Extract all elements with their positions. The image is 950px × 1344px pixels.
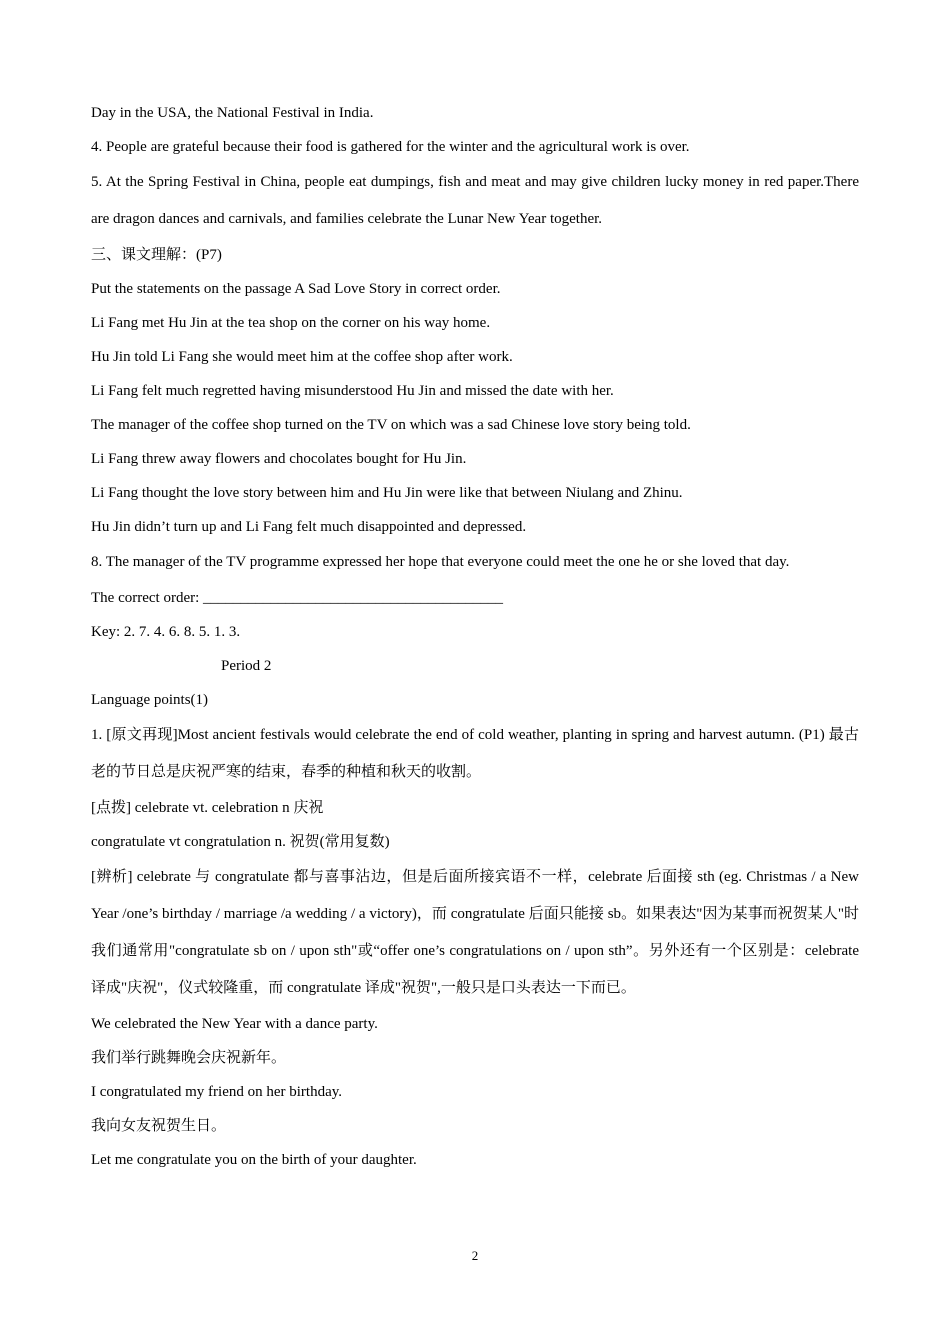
statement-8: 8. The manager of the TV programme expressed her hope that everyone could meet the one he or she loved that day. xyxy=(91,554,790,570)
statement-6: Li Fang thought the love story between him and Hu Jin were like that between Niulang and Zhinu. xyxy=(91,485,683,501)
tip-celebrate: [点拨] celebrate vt. celebration n 庆祝 xyxy=(91,800,324,816)
section-heading-3: 三、课文理解：(P7) xyxy=(91,247,222,263)
period-heading: Period 2 xyxy=(221,658,272,674)
example-2-zh: 我向女友祝贺生日。 xyxy=(91,1118,227,1134)
statement-5: Li Fang threw away flowers and chocolates bought for Hu Jin. xyxy=(91,451,467,467)
statement-4: The manager of the coffee shop turned on the TV on which was a sad Chinese love story being told. xyxy=(91,417,691,433)
text-line-1: Day in the USA, the National Festival in India. xyxy=(91,105,374,121)
correct-order-blank: The correct order: ________________________________________ xyxy=(91,590,504,606)
language-point-1: 1. [原文再现]Most ancient festivals would celebrate the end of cold weather, planting in spring and harvest autumn. (P1) 最古老的节日总是庆祝严寒的结束，春季的种植和秋天的收割。 xyxy=(91,727,859,780)
example-1-zh: 我们举行跳舞晚会庆祝新年。 xyxy=(91,1050,287,1066)
document-body xyxy=(91,96,859,1177)
answer-key: Key: 2. 7. 4. 6. 8. 5. 1. 3. xyxy=(91,624,241,640)
analysis-paragraph: [辨析] celebrate 与 congratulate 都与喜事沾边，但是后面所接宾语不一样，celebrate 后面接 sth (eg. Christmas / a New Year /one’s birthday / marriage /a wedding / a victory)，而 congratulate 后面只能接 sb。如果表达"因为某事而祝贺某人"时我们通常用"congratulate sb on / upon sth"或“offer one’s congratulations on / upon sth”。另外还有一个区别是：celebrate 译成"庆祝"，仪式较隆重，而 congratulate 译成"祝贺",一般只是口头表达一下而已。 xyxy=(91,869,859,996)
example-1-en: We celebrated the New Year with a dance party. xyxy=(91,1016,378,1032)
example-2-en: I congratulated my friend on her birthday. xyxy=(91,1084,343,1100)
statement-2: Hu Jin told Li Fang she would meet him at the coffee shop after work. xyxy=(91,349,513,365)
statement-7: Hu Jin didn’t turn up and Li Fang felt much disappointed and depressed. xyxy=(91,519,527,535)
answer-4: 4. People are grateful because their food is gathered for the winter and the agricultural work is over. xyxy=(91,139,690,155)
statement-1: Li Fang met Hu Jin at the tea shop on the corner on his way home. xyxy=(91,315,491,331)
instruction: Put the statements on the passage A Sad Love Story in correct order. xyxy=(91,281,501,297)
language-points-heading: Language points(1) xyxy=(91,692,209,708)
statement-3: Li Fang felt much regretted having misunderstood Hu Jin and missed the date with her. xyxy=(91,383,614,399)
example-3-en: Let me congratulate you on the birth of your daughter. xyxy=(91,1152,417,1168)
answer-5: 5. At the Spring Festival in China, people eat dumpings, fish and meat and may give children lucky money in red paper.There are dragon dances and carnivals, and families celebrate the Lunar New Year together. xyxy=(91,174,859,227)
tip-congratulate: congratulate vt congratulation n. 祝贺(常用复数) xyxy=(91,834,390,850)
page-number: 2 xyxy=(471,1248,479,1263)
